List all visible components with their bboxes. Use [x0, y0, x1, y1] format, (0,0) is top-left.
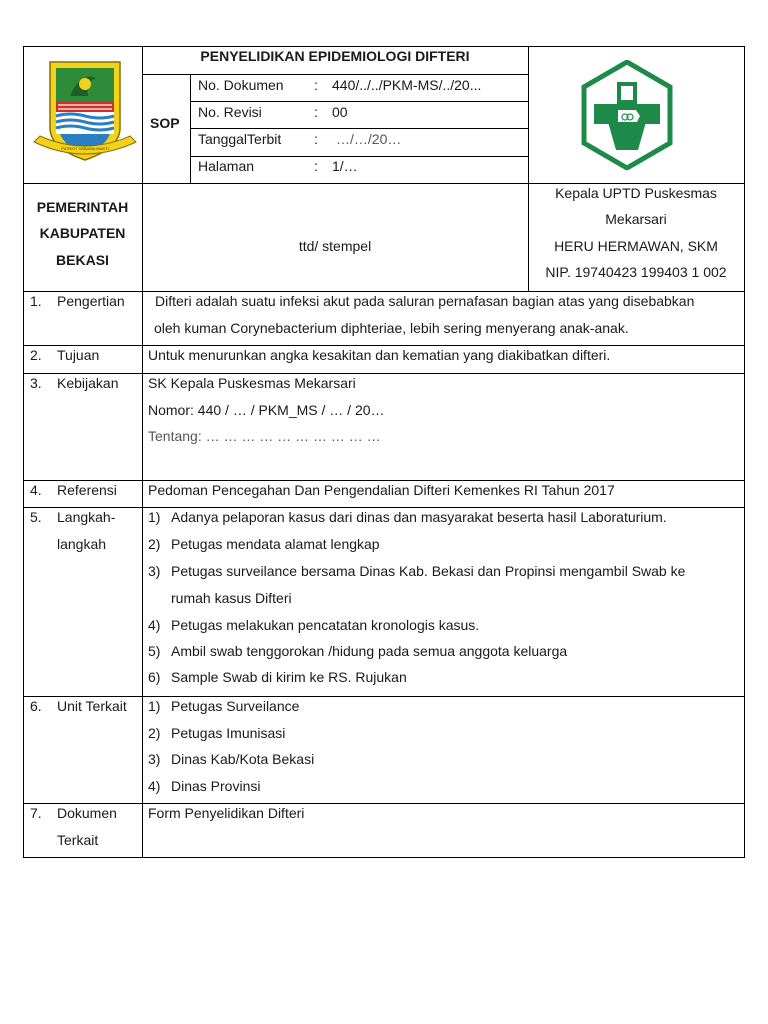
- step-text: Adanya pelaporan kasus dari dinas dan masyarakat beserta hasil Laboraturium.: [171, 509, 667, 525]
- divider-label-column: [142, 46, 143, 858]
- step-text: Petugas mendata alamat lengkap: [171, 536, 380, 552]
- doc-field-separator: :: [314, 77, 318, 93]
- section-text-line: Pedoman Pencegahan Dan Pengendalian Difteri Kemenkes RI Tahun 2017: [148, 482, 615, 498]
- doc-field-label: Halaman: [198, 158, 255, 174]
- table-border-bottom: [23, 857, 745, 858]
- section-text-line: SK Kepala Puskesmas Mekarsari: [148, 375, 356, 391]
- doc-field-separator: :: [314, 131, 318, 147]
- step-text: Petugas surveilance bersama Dinas Kab. Bekasi dan Propinsi mengambil Swab ke: [171, 563, 686, 579]
- step-text: rumah kasus Difteri: [171, 590, 292, 606]
- emblem-motto: PATRIOT WIBAWA MUKTI: [61, 146, 109, 151]
- head-name: HERU HERMAWAN, SKM: [554, 238, 718, 254]
- section-number: 1.: [30, 293, 42, 309]
- divider-row-5: [23, 696, 745, 697]
- section-text-line: Nomor: 440 / … / PKM_MS / … / 20…: [148, 402, 385, 418]
- section-text-line: Form Penyelidikan Difteri: [148, 805, 305, 821]
- divider-sop-column: [190, 74, 191, 184]
- head-nip: NIP. 19740423 199403 1 002: [545, 264, 727, 280]
- section-number: 6.: [30, 698, 42, 714]
- section-label: Kebijakan: [57, 375, 119, 391]
- section-number: 3.: [30, 375, 42, 391]
- step-number: 1): [148, 509, 161, 525]
- doc-field-label: No. Dokumen: [198, 77, 284, 93]
- doc-field-separator: :: [314, 158, 318, 174]
- unit-text: Dinas Kab/Kota Bekasi: [171, 751, 315, 767]
- section-label: Referensi: [57, 482, 117, 498]
- doc-field-label: TanggalTerbit: [198, 131, 282, 147]
- divider-row-6: [23, 803, 745, 804]
- step-number: 6): [148, 669, 161, 685]
- section-label: langkah: [57, 536, 107, 552]
- doc-field-row: [198, 157, 528, 183]
- step-text: Petugas melakukan pencatatan kronologis kasus.: [171, 617, 480, 633]
- section-text-line: Untuk menurunkan angka kesakitan dan kematian yang diakibatkan difteri.: [148, 347, 611, 363]
- doc-field-value: 00: [332, 104, 348, 120]
- step-text: Ambil swab tenggorokan /hidung pada semua anggota keluarga: [171, 643, 568, 659]
- step-number: 3): [148, 563, 161, 579]
- step-number: 4): [148, 617, 161, 633]
- table-border-left: [23, 46, 24, 858]
- step-number: 2): [148, 536, 161, 552]
- section-number: 4.: [30, 482, 42, 498]
- divider-row-2: [23, 373, 745, 374]
- section-label: Dokumen: [57, 805, 117, 821]
- table-border-right: [744, 46, 745, 858]
- head-title-line: Kepala UPTD Puskesmas: [555, 185, 717, 201]
- doc-field-value: 1/…: [332, 158, 358, 174]
- unit-number: 3): [148, 751, 161, 767]
- section-text-line: Difteri adalah suatu infeksi akut pada saluran pernafasan bagian atas yang disebabkan: [155, 293, 695, 309]
- step-text: Sample Swab di kirim ke RS. Rujukan: [171, 669, 407, 685]
- doc-field-row: [198, 75, 528, 101]
- bekasi-emblem-icon: [30, 56, 140, 176]
- doc-field-label: No. Revisi: [198, 104, 262, 120]
- section-text-line: oleh kuman Corynebacterium diphteriae, lebih sering menyerang anak-anak.: [154, 320, 629, 336]
- unit-number: 1): [148, 698, 161, 714]
- head-title-line: Mekarsari: [605, 211, 667, 227]
- sop-label: SOP: [150, 115, 180, 131]
- doc-field-separator: :: [314, 104, 318, 120]
- unit-number: 2): [148, 725, 161, 741]
- unit-text: Dinas Provinsi: [171, 778, 261, 794]
- puskesmas-logo: [580, 60, 674, 170]
- doc-field-row: [198, 129, 528, 155]
- section-label: Pengertian: [57, 293, 125, 309]
- unit-text: Petugas Imunisasi: [171, 725, 286, 741]
- signature-stamp-note: ttd/ stempel: [298, 238, 372, 254]
- section-number: 7.: [30, 805, 42, 821]
- government-line: BEKASI: [56, 252, 109, 268]
- section-number: 2.: [30, 347, 42, 363]
- government-line: KABUPATEN: [39, 225, 126, 241]
- section-label: Langkah-: [57, 509, 116, 525]
- doc-field-row: [198, 102, 528, 128]
- section-label: Terkait: [57, 832, 99, 848]
- section-label: Unit Terkait: [57, 698, 127, 714]
- section-text-line: Tentang: … … … … … … … … … …: [148, 428, 381, 444]
- puskesmas-logo-icon: [580, 60, 674, 170]
- government-line: PEMERINTAH: [36, 199, 129, 215]
- document-title: PENYELIDIKAN EPIDEMIOLOGI DIFTERI: [200, 48, 470, 64]
- step-number: 5): [148, 643, 161, 659]
- unit-number: 4): [148, 778, 161, 794]
- section-label: Tujuan: [57, 347, 100, 363]
- doc-field-value: …/…/20…: [336, 131, 402, 147]
- section-number: 5.: [30, 509, 42, 525]
- doc-field-value: 440/../../PKM-MS/../20...: [332, 77, 482, 93]
- bekasi-emblem: [30, 56, 140, 176]
- unit-text: Petugas Surveilance: [171, 698, 300, 714]
